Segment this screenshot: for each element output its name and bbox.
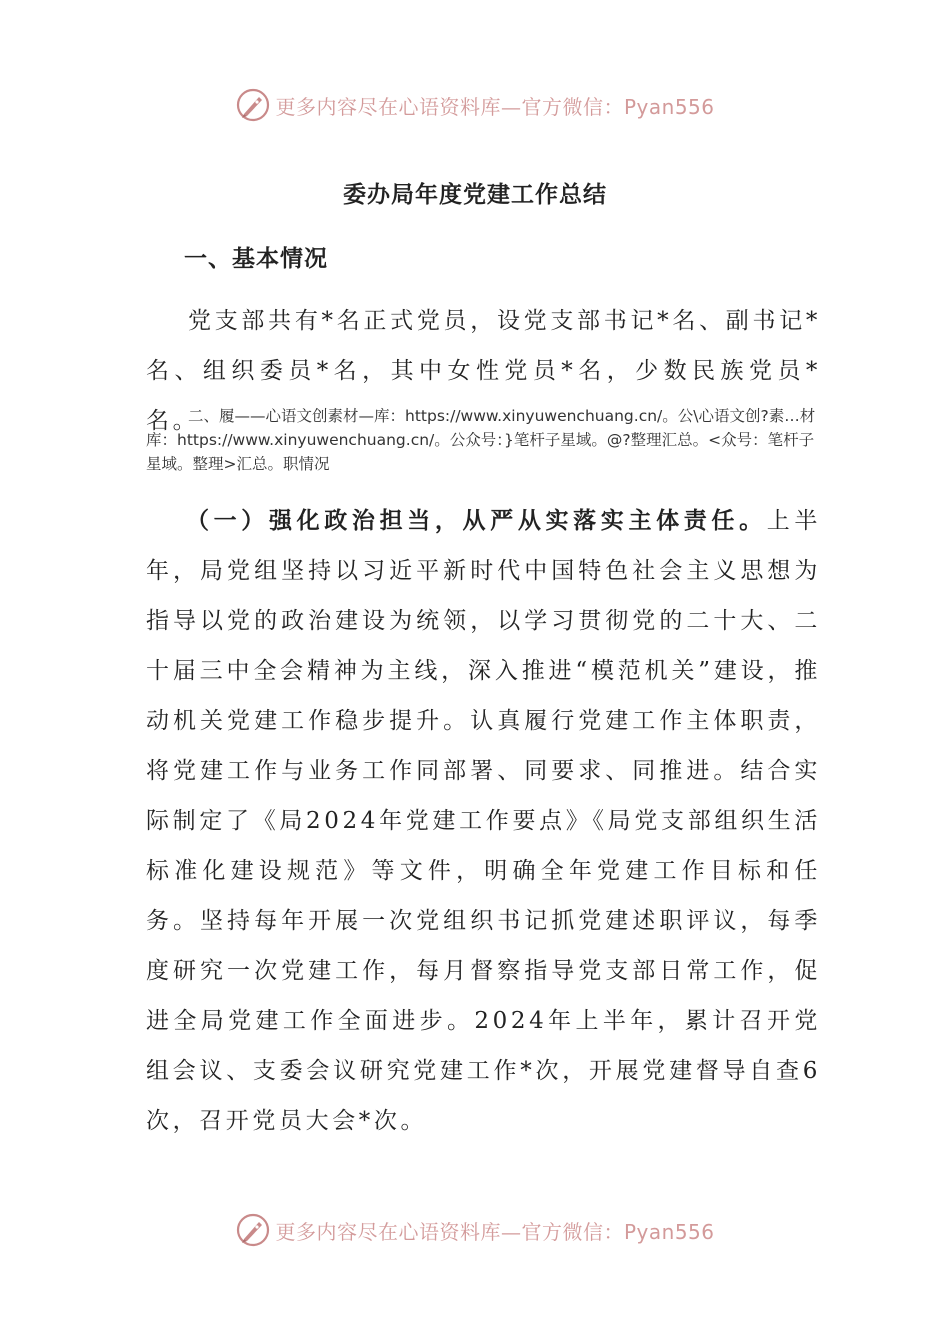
watermark-wechat-id: Pyan556: [623, 94, 715, 119]
paragraph-political-responsibility: [146, 496, 821, 1146]
paragraph-basic-info: 党支部共有*名正式党员，设党支部书记*名、副书记*名、组织委员*名，其中女性党员*名，少数民族党员*名。: [146, 308, 821, 434]
watermark-main-text: 更多内容尽在心语资料库—官方微信：: [275, 1219, 624, 1244]
watermark-text: [275, 1216, 714, 1245]
paragraph-lead-bold: （一）强化政治担当，从严从实落实主体责任。: [186, 507, 767, 534]
watermark-text: [275, 91, 714, 120]
pen-nib-logo-icon: [235, 87, 271, 123]
watermark-wechat-id: Pyan556: [623, 1219, 715, 1244]
watermark-banner-top: [0, 85, 950, 125]
paragraph-body: 上半年，局党组坚持以习近平新时代中国特色社会主义思想为指导以党的政治建设为统领，以学习贯彻党的二十大、二十届三中全会精神为主线，深入推进“模范机关”建设，推动机关党建工作稳步提升。认真履行党建工作主体职责，将党建工作与业务工作同部署、同要求、同推进。结合实际制定了《局2024年党建工作要点》《局党支部组织生活标准化建设规范》等文件，明确全年党建工作目标和任务。坚持每年开展一次党组织书记抓党建述职评议，每季度研究一次党建工作，每月督察指导党支部日常工作，促进全局党建工作全面进步。2024年上半年，累计召开党组会议、支委会议研究党建工作*次，开展党建督导自查6次，召开党员大会*次。: [146, 508, 821, 1134]
pen-nib-logo-icon: [235, 1212, 271, 1248]
garbled-note-paragraph: 二、履——心语文创素材—库：https://www.xinyuwenchuang.cn/。公\心语文创?素…材库：https://www.xinyuwenchuang.cn/。公众号：}笔杆子星域。@?整理汇总。<众号：笔杆子星域。整理>汇总。职情况: [146, 407, 816, 473]
watermark-main-text: 更多内容尽在心语资料库—官方微信：: [275, 94, 624, 119]
section-heading-basic-info: 一、基本情况: [184, 245, 328, 272]
document-title: 委办局年度党建工作总结: [343, 181, 607, 208]
watermark-banner-bottom: [0, 1210, 950, 1250]
